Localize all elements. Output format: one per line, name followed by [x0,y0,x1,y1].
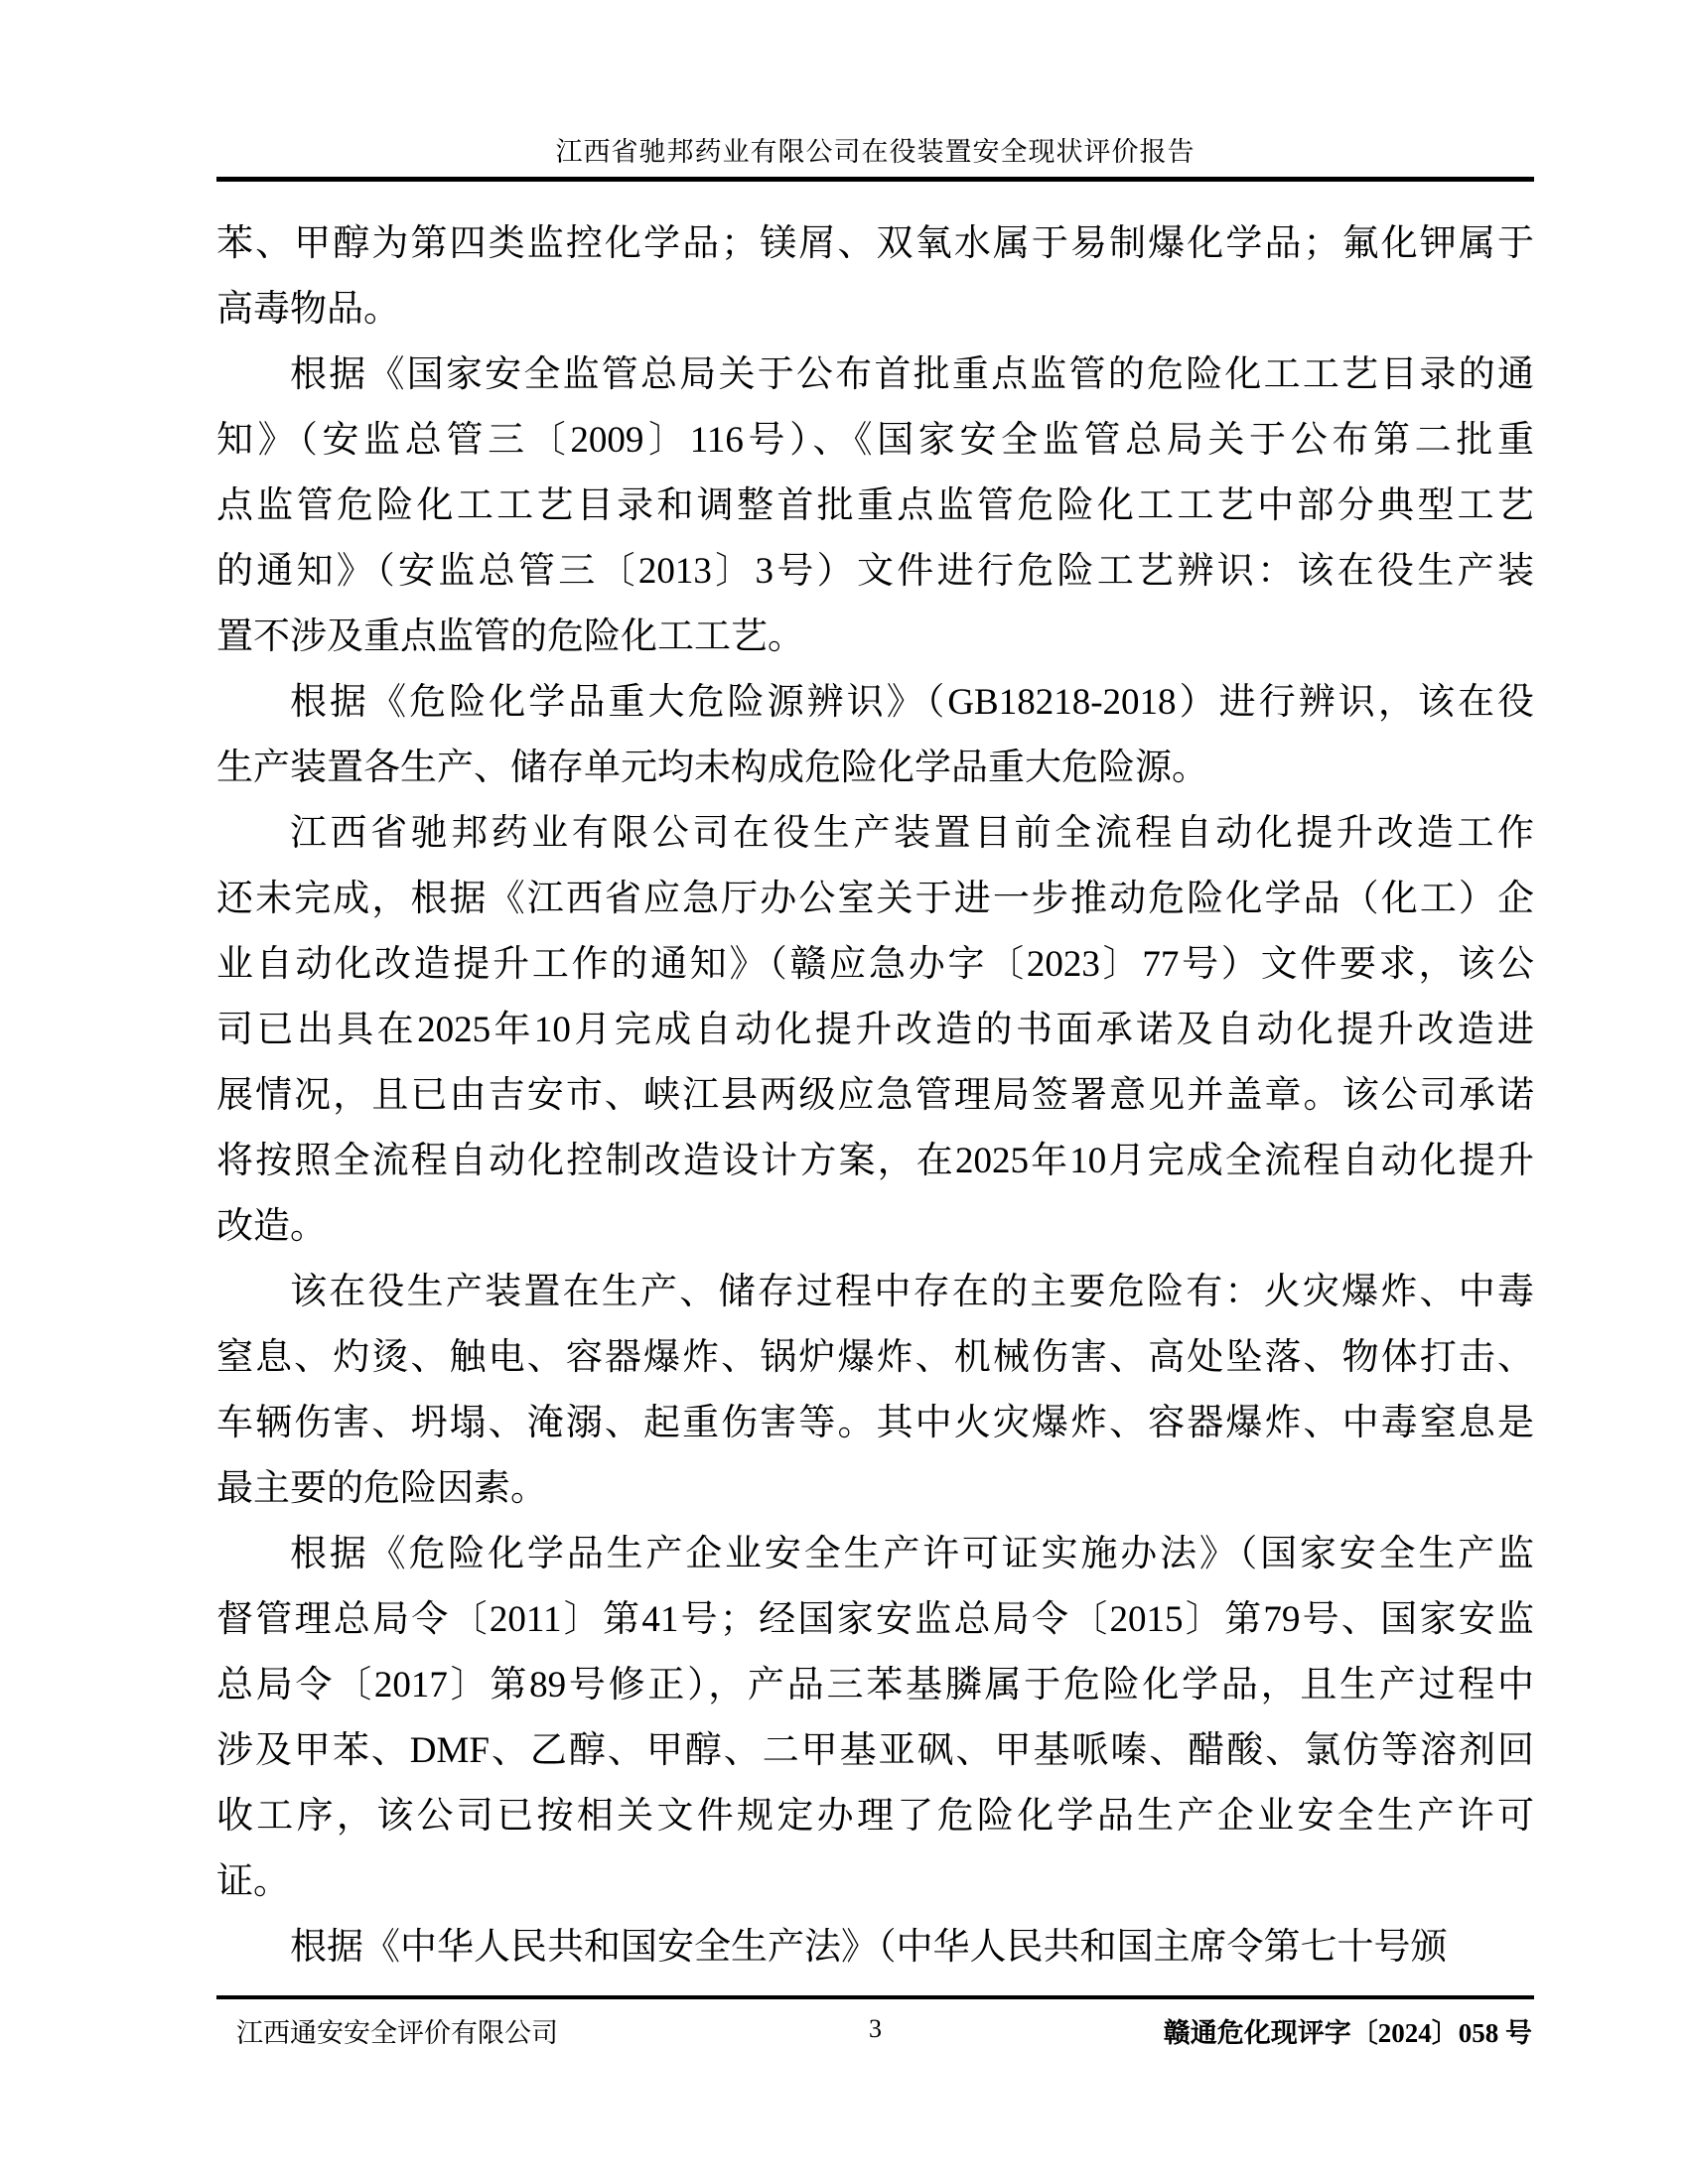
body-line: 知》（安监总管三〔2009〕116号）、《国家安全监管总局关于公布第二批重 [216,420,1534,461]
page-header-title: 江西省驰邦药业有限公司在役装置安全现状评价报告 [555,137,1196,167]
body-line: 改造。 [216,1206,327,1247]
body-line: 业自动化改造提升工作的通知》（赣应急办字〔2023〕77号）文件要求，该公 [216,944,1534,985]
body-line: 将按照全流程自动化控制改造设计方案，在2025年10月完成全流程自动化提升 [216,1141,1534,1181]
body-line: 根据《危险化学品生产企业安全生产许可证实施办法》（国家安全生产监 [290,1534,1534,1574]
body-line: 展情况，且已由吉安市、峡江县两级应急管理局签署意见并盖章。该公司承诺 [216,1075,1534,1116]
body-line: 置不涉及重点监管的危险化工工艺。 [216,616,804,657]
body-line: 窒息、灼烫、触电、容器爆炸、锅炉爆炸、机械伤害、高处坠落、物体打击、 [216,1337,1534,1378]
document-body [216,211,1534,1980]
body-line: 最主要的危险因素。 [216,1468,547,1509]
body-line: 江西省驰邦药业有限公司在役生产装置目前全流程自动化提升改造工作 [290,813,1534,854]
body-line: 司已出具在2025年10月完成自动化提升改造的书面承诺及自动化提升改造进 [216,1010,1534,1050]
footer-document-number: 赣通危化现评字〔2024〕058 号 [1163,2018,1532,2048]
body-line: 该在役生产装置在生产、储存过程中存在的主要危险有：火灾爆炸、中毒 [290,1272,1534,1312]
body-line: 收工序，该公司已按相关文件规定办理了危险化学品生产企业安全生产许可 [216,1796,1534,1837]
footer-company-name: 江西通安安全评价有限公司 [236,2018,558,2048]
body-line: 督管理总局令〔2011〕第41号；经国家安监总局令〔2015〕第79号、国家安监 [216,1599,1534,1640]
body-line: 根据《危险化学品重大危险源辨识》（GB18218-2018）进行辨识，该在役 [290,682,1534,723]
body-line: 高毒物品。 [216,289,400,330]
body-line: 苯、甲醇为第四类监控化学品；镁屑、双氧水属于易制爆化学品；氟化钾属于 [216,223,1534,264]
body-line: 根据《中华人民共和国安全生产法》（中华人民共和国主席令第七十号颁 [290,1927,1448,1968]
body-line: 的通知》（安监总管三〔2013〕3号）文件进行危险工艺辨识：该在役生产装 [216,551,1534,592]
body-line: 根据《国家安全监管总局关于公布首批重点监管的危险化工工艺目录的通 [290,354,1534,395]
header-divider [216,177,1534,182]
body-line: 车辆伤害、坍塌、淹溺、起重伤害等。其中火灾爆炸、容器爆炸、中毒窒息是 [216,1403,1534,1443]
body-line: 总局令〔2017〕第89号修正），产品三苯基膦属于危险化学品，且生产过程中 [216,1665,1534,1706]
footer-page-number: 3 [869,2014,882,2043]
body-line: 涉及甲苯、DMF、乙醇、甲醇、二甲基亚砜、甲基哌嗪、醋酸、氯仿等溶剂回 [216,1730,1534,1771]
body-line: 还未完成，根据《江西省应急厅办公室关于进一步推动危险化学品（化工）企 [216,879,1534,919]
body-line: 生产装置各生产、储存单元均未构成危险化学品重大危险源。 [216,748,1208,788]
footer-divider [216,1995,1534,1999]
body-line: 点监管危险化工工艺目录和调整首批重点监管危险化工工艺中部分典型工艺 [216,485,1534,526]
body-line: 证。 [216,1861,290,1902]
